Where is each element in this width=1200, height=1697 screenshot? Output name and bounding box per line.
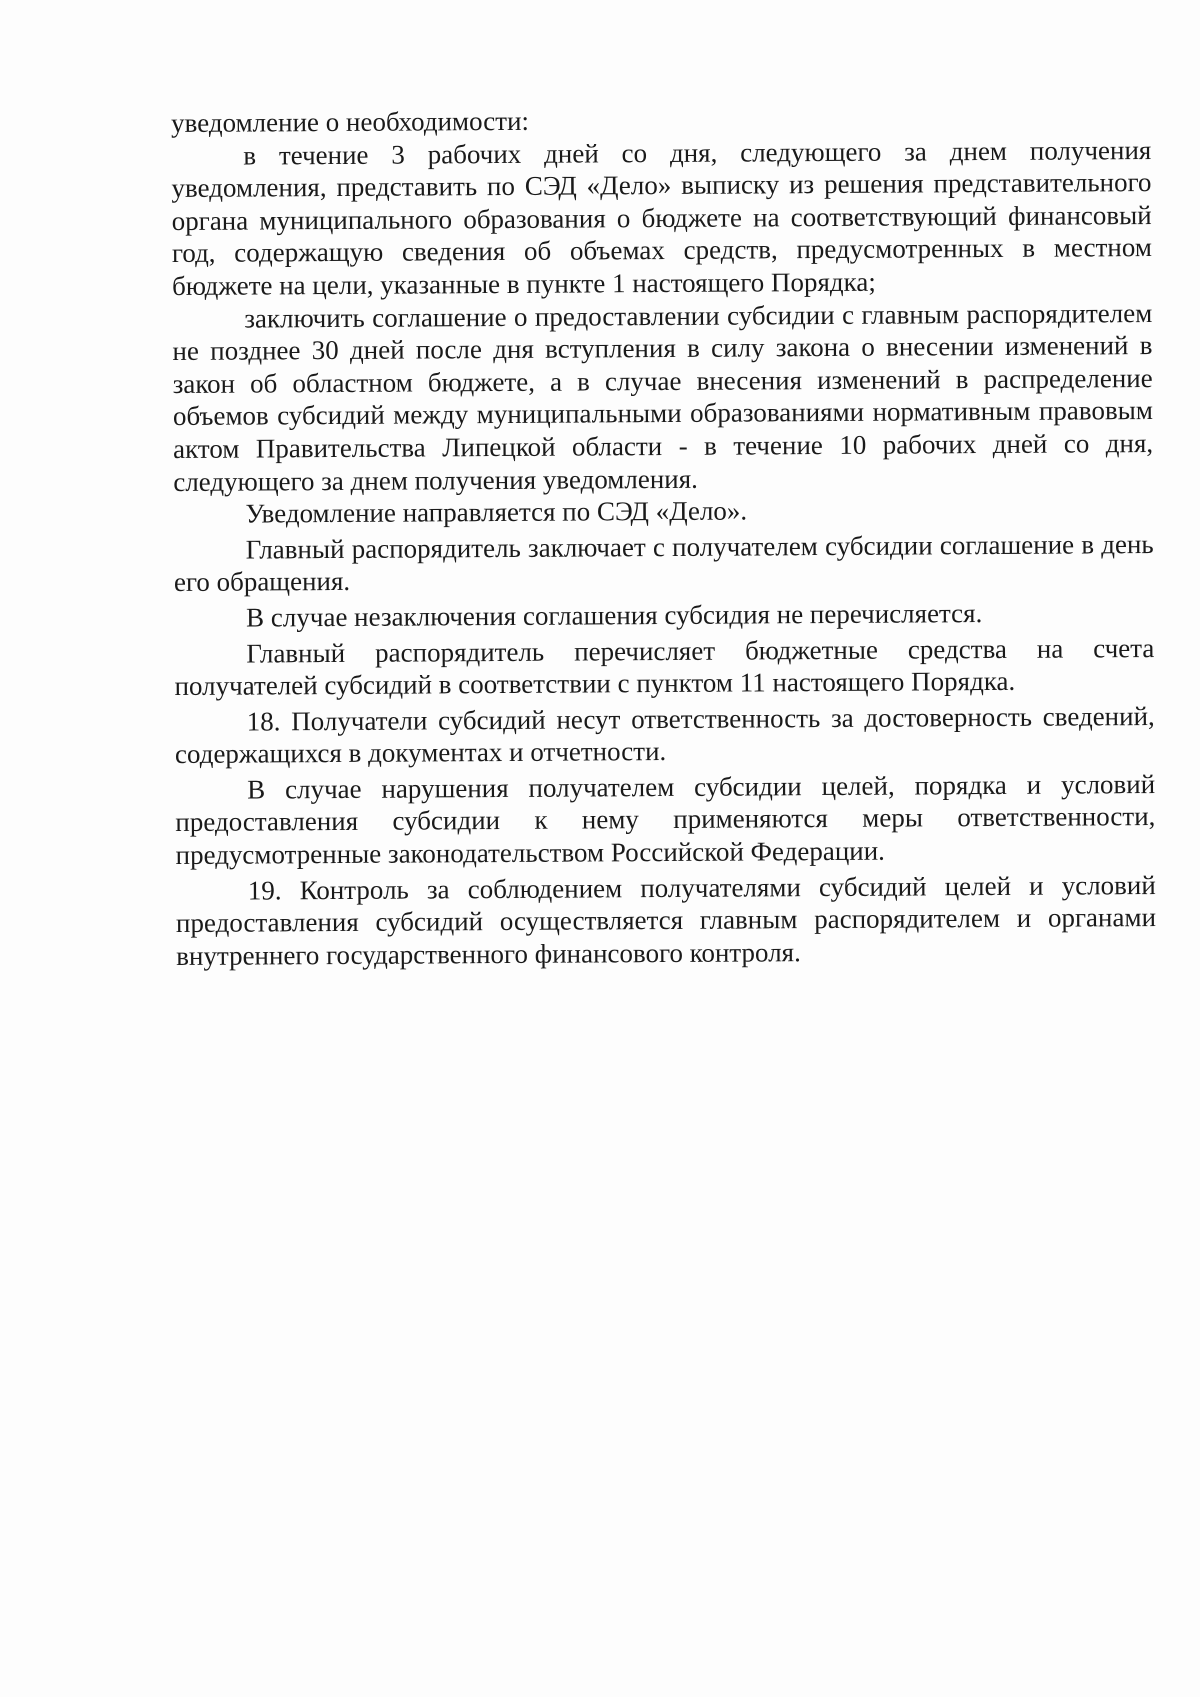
paragraph-agreement-day: Главный распорядитель заключает с получателем субсидии соглашение в день его обращения. <box>173 528 1154 598</box>
paragraph-item-19: 19. Контроль за соблюдением получателями субсидий целей и условий предоставления субсидий осуществляется главным распорядителем и органами внутреннего государственного финансового контроля. <box>175 869 1157 971</box>
paragraph-no-agreement: В случае незаключения соглашения субсидия не перечисляется. <box>246 597 983 633</box>
paragraph-submit-extract: в течение 3 рабочих дней со дня, следующего за днем получения уведомления, представить по СЭД «Дело» выписку из решения представительного органа муниципального образования о бюджете на соответствующий финансовый год, содержащую сведения об объемах средств, предусмотренных в местном бюджете на цели, указанные в пункте 1 настоящего Порядка; <box>171 134 1152 301</box>
paragraph-notice-channel: Уведомление направляется по СЭД «Дело». <box>245 495 748 529</box>
paragraph-notice-intro: уведомление о необходимости: <box>171 105 530 138</box>
paragraph-item-18: 18. Получатели субсидий несут ответственность за достоверность сведений, содержащихся в документах и отчетности. <box>174 700 1155 770</box>
paragraph-violation: В случае нарушения получателем субсидии целей, порядка и условий предоставления субсидии к нему применяются меры ответственности, предусмотренные законодательством Российской Федерации. <box>175 768 1156 871</box>
document-body <box>171 101 1156 972</box>
paragraph-transfer-funds: Главный распорядитель перечисляет бюджетные средства на счета получателей субсидий в соответствии с пунктом 11 настоящего Порядка. <box>174 632 1155 702</box>
paragraph-conclude-agreement: заключить соглашение о предоставлении субсидии с главным распорядителем не позднее 30 дней после дня вступления в силу закона о внесении изменений в закон об областном бюджете, а в случае внесения изменений в распределение объемов субсидий между муниципальными образованиями нормативным правовым актом Правительства Липецкой области - в течение 10 рабочих дней со дня, следующего за днем получения уведомления. <box>172 297 1154 497</box>
